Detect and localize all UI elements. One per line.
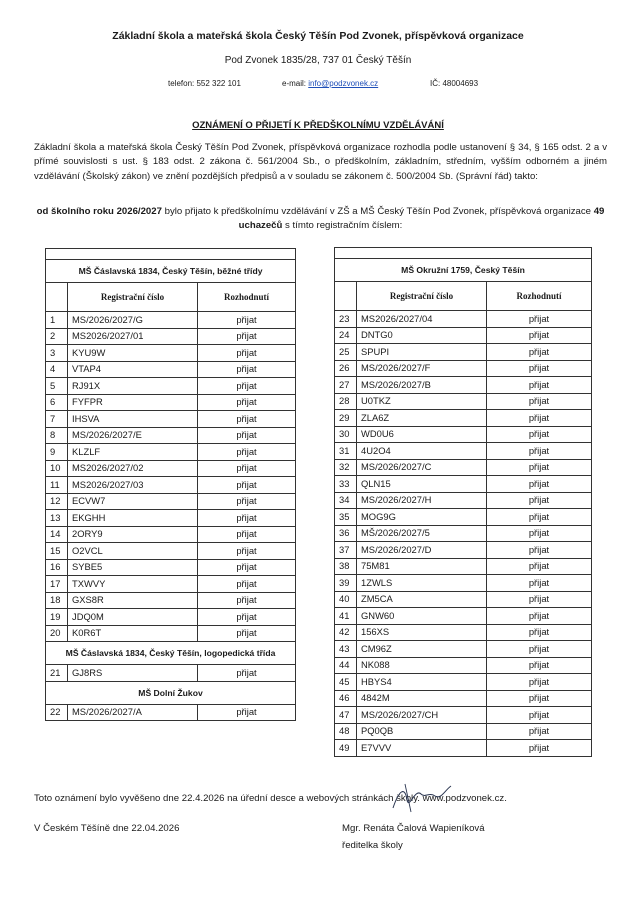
table-row <box>335 657 592 674</box>
registration-code: MS/2026/2027/C <box>357 459 487 476</box>
row-number: 27 <box>335 377 357 394</box>
table-row <box>335 707 592 724</box>
registration-code: MŠ/2026/2027/5 <box>357 525 487 542</box>
table-row <box>46 665 296 682</box>
table-row <box>335 525 592 542</box>
result: přijat <box>198 510 296 527</box>
registration-code: SYBE5 <box>68 559 198 576</box>
result: přijat <box>487 690 592 707</box>
table-row <box>335 492 592 509</box>
row-number: 46 <box>335 690 357 707</box>
registration-code: WD0U6 <box>357 426 487 443</box>
result: přijat <box>487 410 592 427</box>
table-row <box>335 641 592 658</box>
decision-year: od školního roku 2026/2027 <box>36 206 162 217</box>
row-number: 43 <box>335 641 357 658</box>
result: přijat <box>198 493 296 510</box>
result: přijat <box>198 361 296 378</box>
registration-code: MS2026/2027/04 <box>357 311 487 328</box>
row-number: 28 <box>335 393 357 410</box>
decision-count: 49 uchazečů <box>238 206 605 231</box>
table-row <box>335 311 592 328</box>
row-number: 37 <box>335 542 357 559</box>
registration-code: CM96Z <box>357 641 487 658</box>
row-number: 7 <box>46 411 68 428</box>
registration-code: FYFPR <box>68 394 198 411</box>
table-row <box>335 443 592 460</box>
registration-code: MS2026/2027/03 <box>68 477 198 494</box>
section-title: MŠ Okružní 1759, Český Těšín <box>335 259 592 282</box>
registration-code: JDQ0M <box>68 609 198 626</box>
row-number: 20 <box>46 625 68 642</box>
result: přijat <box>198 665 296 682</box>
registration-code: MS2026/2027/02 <box>68 460 198 477</box>
section-title: MŠ Dolní Žukov <box>46 681 296 704</box>
row-number: 21 <box>46 665 68 682</box>
section-row <box>46 642 296 665</box>
row-number: 44 <box>335 657 357 674</box>
table-row <box>335 740 592 757</box>
ico: IČ: 48004693 <box>430 79 479 88</box>
result: přijat <box>487 509 592 526</box>
row-number: 19 <box>46 609 68 626</box>
table-row <box>335 410 592 427</box>
column-header-row <box>46 283 296 312</box>
registration-table-right <box>334 247 592 757</box>
registration-code: SPUPI <box>357 344 487 361</box>
registration-code: GXS8R <box>68 592 198 609</box>
row-number: 38 <box>335 558 357 575</box>
result: přijat <box>487 542 592 559</box>
header-registration-number: Registrační číslo <box>68 283 198 312</box>
row-number: 32 <box>335 459 357 476</box>
section-title: MŠ Čáslavská 1834, Český Těšín, logopedická třída <box>46 642 296 665</box>
registration-code: 4U2O4 <box>357 443 487 460</box>
row-number: 36 <box>335 525 357 542</box>
table-row <box>335 723 592 740</box>
registration-code: 4842M <box>357 690 487 707</box>
row-number: 26 <box>335 360 357 377</box>
result: přijat <box>487 657 592 674</box>
notice-title: OZNÁMENÍ O PŘIJETÍ K PŘEDŠKOLNÍMU VZDĚLÁVÁNÍ <box>192 120 444 131</box>
signatory-name: Mgr. Renáta Čalová Wapieníková <box>342 823 485 834</box>
table-row <box>46 609 296 626</box>
header-number-cell <box>46 283 68 312</box>
row-number: 11 <box>46 477 68 494</box>
row-number: 41 <box>335 608 357 625</box>
result: přijat <box>198 543 296 560</box>
row-number: 13 <box>46 510 68 527</box>
registration-code: KYU9W <box>68 345 198 362</box>
table-row <box>46 510 296 527</box>
registration-code: TXWVY <box>68 576 198 593</box>
registration-code: KLZLF <box>68 444 198 461</box>
registration-code: E7VVV <box>357 740 487 757</box>
result: přijat <box>487 327 592 344</box>
table-row <box>46 526 296 543</box>
row-number: 40 <box>335 591 357 608</box>
row-number: 48 <box>335 723 357 740</box>
row-number: 2 <box>46 328 68 345</box>
result: přijat <box>487 624 592 641</box>
spacer-cell <box>46 249 296 260</box>
registration-code: MOG9G <box>357 509 487 526</box>
column-header-row <box>335 282 592 311</box>
table-row <box>46 394 296 411</box>
table-row <box>46 477 296 494</box>
spacer-cell <box>335 248 592 259</box>
posted-note: Toto oznámení bylo vyvěšeno dne 22.4.2026 na úřední desce a webových stránkách školy. www.podzvonek.cz. <box>34 793 507 804</box>
table-row <box>46 427 296 444</box>
table-row <box>46 361 296 378</box>
row-number: 22 <box>46 704 68 721</box>
table-row <box>46 543 296 560</box>
table-row <box>335 377 592 394</box>
table-row <box>335 327 592 344</box>
row-number: 9 <box>46 444 68 461</box>
registration-code: MS2026/2027/01 <box>68 328 198 345</box>
row-number: 49 <box>335 740 357 757</box>
result: přijat <box>198 592 296 609</box>
row-number: 47 <box>335 707 357 724</box>
result: přijat <box>198 477 296 494</box>
result: přijat <box>487 393 592 410</box>
registration-code: QLN15 <box>357 476 487 493</box>
result: přijat <box>487 443 592 460</box>
table-row <box>335 690 592 707</box>
row-number: 29 <box>335 410 357 427</box>
result: přijat <box>487 575 592 592</box>
result: přijat <box>487 558 592 575</box>
row-number: 5 <box>46 378 68 395</box>
school-address: Pod Zvonek 1835/28, 737 01 Český Těšín <box>224 55 412 66</box>
table-row <box>46 493 296 510</box>
result: přijat <box>487 377 592 394</box>
row-number: 39 <box>335 575 357 592</box>
decision-text <box>34 205 607 232</box>
table-row <box>335 575 592 592</box>
handwritten-signature <box>385 778 455 818</box>
registration-code: MS/2026/2027/B <box>357 377 487 394</box>
result: přijat <box>198 625 296 642</box>
registration-code: 156XS <box>357 624 487 641</box>
place-date: V Českém Těšíně dne 22.04.2026 <box>34 823 180 834</box>
notice-body: Základní škola a mateřská škola Český Těšín Pod Zvonek, příspěvková organizace rozhodla podle ustanovení § 34, § 165 odst. 2 a v přímé souvislosti s ust. § 183 odst. 2 zákona č. 561/2004 Sb., o předškolním, základním, středním, vyšším odborném a jiném vzdělávání (Školský zákon) ve znění pozdějších předpisů a v souladu se zákonem č. 500/2004 Sb. (Správní řád) takto: <box>34 142 607 182</box>
row-number: 45 <box>335 674 357 691</box>
registration-code: 2ORY9 <box>68 526 198 543</box>
registration-code: IHSVA <box>68 411 198 428</box>
registration-code: ZLA6Z <box>357 410 487 427</box>
table-row <box>46 328 296 345</box>
table-row <box>335 476 592 493</box>
result: přijat <box>198 704 296 721</box>
email-link[interactable]: info@podzvonek.cz <box>308 79 379 88</box>
table-row <box>335 624 592 641</box>
registration-code: MS/2026/2027/A <box>68 704 198 721</box>
table-row <box>335 393 592 410</box>
decision-mid: bylo přijato k předškolnímu vzdělávání v ZŠ a MŠ Český Těšín Pod Zvonek, příspěvková organizace <box>161 206 594 217</box>
table-row <box>46 592 296 609</box>
row-number: 35 <box>335 509 357 526</box>
registration-code: RJ91X <box>68 378 198 395</box>
table-row <box>335 459 592 476</box>
registration-code: ECVW7 <box>68 493 198 510</box>
result: přijat <box>487 608 592 625</box>
result: přijat <box>198 312 296 329</box>
table-row <box>335 591 592 608</box>
table-row <box>46 460 296 477</box>
table-row <box>335 608 592 625</box>
result: přijat <box>487 525 592 542</box>
result: přijat <box>487 476 592 493</box>
registration-code: NK088 <box>357 657 487 674</box>
table-row <box>46 378 296 395</box>
row-number: 15 <box>46 543 68 560</box>
registration-code: EKGHH <box>68 510 198 527</box>
email-label: e-mail: <box>282 79 309 88</box>
registration-code: DNTG0 <box>357 327 487 344</box>
row-number: 33 <box>335 476 357 493</box>
header-registration-number: Registrační číslo <box>357 282 487 311</box>
result: přijat <box>198 559 296 576</box>
result: přijat <box>487 740 592 757</box>
section-row <box>46 260 296 283</box>
registration-code: K0R6T <box>68 625 198 642</box>
registration-code: PQ0QB <box>357 723 487 740</box>
result: přijat <box>198 328 296 345</box>
registration-code: GJ8RS <box>68 665 198 682</box>
registration-code: ZM5CA <box>357 591 487 608</box>
row-number: 17 <box>46 576 68 593</box>
phone: telefon: 552 322 101 <box>168 79 241 88</box>
result: přijat <box>198 345 296 362</box>
result: přijat <box>198 576 296 593</box>
table-row <box>46 345 296 362</box>
row-number: 10 <box>46 460 68 477</box>
row-number: 18 <box>46 592 68 609</box>
row-number: 14 <box>46 526 68 543</box>
row-number: 25 <box>335 344 357 361</box>
header-number-cell <box>335 282 357 311</box>
table-spacer <box>46 249 296 260</box>
table-row <box>335 674 592 691</box>
school-name: Základní škola a mateřská škola Český Těšín Pod Zvonek, příspěvková organizace <box>112 30 524 42</box>
result: přijat <box>487 311 592 328</box>
table-row <box>46 411 296 428</box>
registration-code: MS/2026/2027/CH <box>357 707 487 724</box>
table-row <box>46 576 296 593</box>
result: přijat <box>487 674 592 691</box>
result: přijat <box>487 641 592 658</box>
result: přijat <box>487 591 592 608</box>
result: přijat <box>487 426 592 443</box>
result: přijat <box>198 427 296 444</box>
header-result: Rozhodnutí <box>198 283 296 312</box>
row-number: 30 <box>335 426 357 443</box>
row-number: 24 <box>335 327 357 344</box>
registration-code: 1ZWLS <box>357 575 487 592</box>
decision-post: s tímto registračním číslem: <box>282 219 403 231</box>
table-row <box>46 559 296 576</box>
row-number: 8 <box>46 427 68 444</box>
result: přijat <box>487 723 592 740</box>
registration-code: MS/2026/2027/H <box>357 492 487 509</box>
section-title: MŠ Čáslavská 1834, Český Těšín, běžné třídy <box>46 260 296 283</box>
registration-code: GNW60 <box>357 608 487 625</box>
registration-code: VTAP4 <box>68 361 198 378</box>
row-number: 3 <box>46 345 68 362</box>
registration-code: MS/2026/2027/E <box>68 427 198 444</box>
result: přijat <box>198 378 296 395</box>
registration-code: O2VCL <box>68 543 198 560</box>
table-row <box>46 444 296 461</box>
section-row <box>335 259 592 282</box>
registration-table-left <box>45 248 296 721</box>
table-row <box>335 426 592 443</box>
section-row <box>46 681 296 704</box>
row-number: 1 <box>46 312 68 329</box>
result: přijat <box>487 492 592 509</box>
registration-code: MS/2026/2027/D <box>357 542 487 559</box>
result: přijat <box>487 707 592 724</box>
row-number: 16 <box>46 559 68 576</box>
result: přijat <box>198 460 296 477</box>
result: přijat <box>198 394 296 411</box>
table-row <box>46 625 296 642</box>
signatory-role: ředitelka školy <box>342 840 403 851</box>
result: přijat <box>198 526 296 543</box>
row-number: 12 <box>46 493 68 510</box>
result: přijat <box>198 444 296 461</box>
row-number: 6 <box>46 394 68 411</box>
registration-code: 75M81 <box>357 558 487 575</box>
result: přijat <box>487 360 592 377</box>
email-line <box>282 79 378 88</box>
table-row <box>335 509 592 526</box>
row-number: 23 <box>335 311 357 328</box>
result: přijat <box>198 411 296 428</box>
table-row <box>335 360 592 377</box>
row-number: 4 <box>46 361 68 378</box>
table-row <box>335 558 592 575</box>
registration-code: HBYS4 <box>357 674 487 691</box>
result: přijat <box>487 344 592 361</box>
table-row <box>335 344 592 361</box>
table-row <box>46 312 296 329</box>
registration-code: U0TKZ <box>357 393 487 410</box>
row-number: 34 <box>335 492 357 509</box>
result: přijat <box>198 609 296 626</box>
table-row <box>335 542 592 559</box>
row-number: 42 <box>335 624 357 641</box>
registration-code: MS/2026/2027/F <box>357 360 487 377</box>
table-row <box>46 704 296 721</box>
registration-code: MS/2026/2027/G <box>68 312 198 329</box>
header-result: Rozhodnutí <box>487 282 592 311</box>
row-number: 31 <box>335 443 357 460</box>
result: přijat <box>487 459 592 476</box>
table-spacer <box>335 248 592 259</box>
